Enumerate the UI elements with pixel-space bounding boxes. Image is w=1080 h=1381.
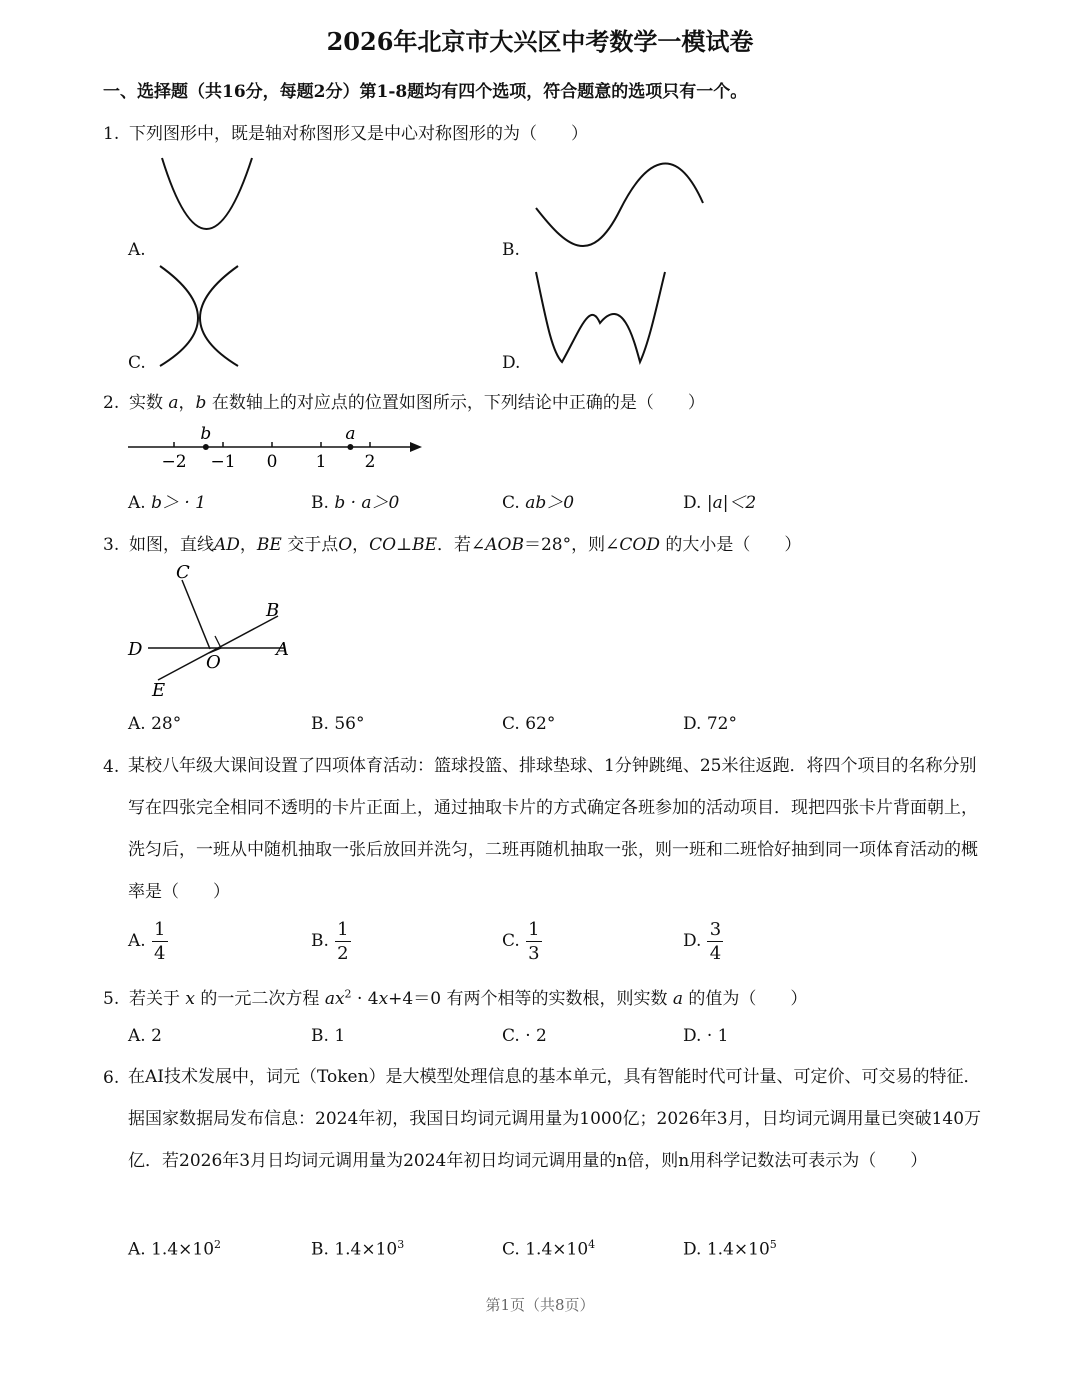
option-exponent: 4 (588, 1238, 596, 1251)
option-exponent: 3 (397, 1238, 405, 1251)
fraction (707, 920, 723, 963)
page-footer: 第1页（共8页） (485, 1296, 595, 1314)
denominator: 3 (528, 943, 540, 964)
q2-option-d[interactable] (683, 488, 756, 513)
option-letter: B. (311, 714, 329, 734)
var-a: a (168, 393, 179, 413)
option-letter: C. (502, 1026, 520, 1046)
section-heading: 一、选择题（共16分，每题2分）第1-8题均有四个选项，符合题意的选项只有一个。 (103, 82, 748, 102)
var-b: b (195, 393, 207, 413)
question-3-stem (103, 530, 801, 555)
right-angle-mark (209, 636, 221, 653)
option-exponent: 2 (214, 1238, 222, 1251)
q5-option-d[interactable] (683, 1026, 728, 1046)
q3-option-c[interactable] (502, 714, 555, 734)
question-number: 1. (103, 124, 120, 144)
axis-tick-label: 2 (364, 452, 376, 472)
denominator: 2 (337, 943, 349, 964)
stem-part: 的大小是（ ） (665, 535, 802, 555)
q2-option-a[interactable] (128, 488, 206, 513)
q4-option-d[interactable] (683, 920, 723, 963)
option-text: |a|＜2 (706, 493, 757, 513)
eq-term: x (378, 989, 389, 1009)
q4-option-a[interactable] (128, 920, 168, 963)
option-letter: C. (502, 931, 520, 951)
q3-option-d[interactable] (683, 714, 737, 734)
q1-figure-c-right-branch (200, 266, 238, 366)
option-letter: C. (502, 714, 520, 734)
option-text: 62° (525, 714, 556, 734)
option-letter: A. (128, 1239, 146, 1260)
numerator: 1 (337, 919, 349, 940)
q3-option-a[interactable] (128, 714, 181, 734)
stem-part: 的值为（ ） (688, 989, 808, 1009)
option-text: · 2 (525, 1026, 547, 1046)
var-a: a (672, 989, 684, 1009)
stem-part: 在数轴上的对应点的位置如图所示，下列结论中正确的是（ ） (211, 393, 705, 413)
q6-option-d[interactable] (683, 1238, 777, 1260)
option-base: 1.4×10 (151, 1239, 215, 1260)
stem-part: ， (178, 393, 196, 413)
stem-part: ， (239, 535, 257, 555)
option-letter: B. (311, 1026, 329, 1046)
question-number: 5. (103, 989, 120, 1009)
question-6-text: 在AI技术发展中，词元（Token）是大模型处理信息的基本单元，具有智能时代可计量、可定价、可交易的特征．据国家数据局发布信息：2024年初，我国日均词元调用量为1000亿；2026年3月，日均词元调用量已突破140万亿．若2026年3月日均词元调用量为2024年初日均词元调用量的n倍，则n用科学记数法可表示为（ ） (128, 1067, 982, 1171)
q5-option-a[interactable] (128, 1026, 162, 1046)
option-text: 1 (334, 1026, 346, 1046)
stem-part: 交于点 (287, 535, 339, 555)
angle-aob: AOB (485, 535, 524, 555)
axis-tick-label: −1 (210, 452, 236, 472)
option-letter: D. (683, 493, 702, 513)
axis-tick-label: −2 (161, 452, 187, 472)
option-text: b＞ · 1 (151, 493, 207, 513)
label-o: O (206, 652, 221, 673)
option-letter: D. (683, 1239, 702, 1260)
option-text: 56° (334, 714, 365, 734)
option-text: 28° (151, 714, 182, 734)
numerator: 1 (153, 919, 166, 940)
label-e: E (152, 680, 166, 701)
question-number: 3. (103, 535, 120, 555)
option-text: · 1 (706, 1026, 729, 1046)
q5-option-b[interactable] (311, 1026, 345, 1046)
option-letter: C. (502, 493, 520, 513)
stem-part: 有两个相等的实数根，则实数 (446, 989, 668, 1009)
exponent: 2 (344, 987, 352, 1001)
question-number: 6. (103, 1068, 120, 1088)
option-base: 1.4×10 (525, 1239, 589, 1260)
option-letter: A. (128, 493, 146, 513)
var-x: x (185, 989, 195, 1009)
q1-option-b[interactable]: B. (502, 240, 520, 260)
q1-option-d[interactable]: D. (502, 353, 521, 373)
fraction (526, 920, 542, 963)
option-text: 72° (706, 714, 737, 734)
label-a: A (276, 639, 289, 660)
point-a (347, 444, 353, 450)
line-be: BE (256, 535, 282, 555)
q6-option-a[interactable] (128, 1238, 221, 1260)
question-text: 下列图形中，既是轴对称图形又是中心对称图形的为（ ） (129, 124, 588, 144)
numerator: 1 (528, 919, 540, 940)
stem-part: 实数 (129, 393, 163, 413)
q4-option-c[interactable] (502, 920, 542, 963)
q1-option-c[interactable]: C. (128, 353, 146, 373)
question-5-stem (103, 984, 807, 1009)
eq-term: +4＝0 (388, 989, 442, 1009)
option-letter: D. (683, 931, 702, 951)
page-title: 2026年北京市大兴区中考数学一模试卷 (326, 27, 754, 56)
stem-part: 的一元二次方程 (200, 989, 320, 1009)
question-2-stem (103, 388, 705, 413)
point-b (203, 444, 209, 450)
option-text: b · a＞0 (334, 493, 400, 513)
label-b: B (266, 600, 280, 621)
option-base: 1.4×10 (334, 1239, 398, 1260)
axis-tick-label: 0 (266, 452, 278, 472)
q4-option-b[interactable] (311, 920, 351, 963)
numerator: 3 (709, 919, 722, 940)
option-text: ab＞0 (525, 493, 575, 513)
ray-oc (182, 580, 210, 649)
denominator: 4 (153, 943, 166, 964)
arrow-head (410, 442, 422, 452)
question-4-text: 某校八年级大课间设置了四项体育活动：篮球投篮、排球垫球、1分钟跳绳、25米往返跑．将四个项目的名称分别写在四张完全相同不透明的卡片正面上，通过抽取卡片的方式确定各班参加的活动项目．现把四张卡片背面朝上，洗匀后，一班从中随机抽取一张后放回并洗匀，二班再随机抽取一张，则一班和二班恰好抽到同一项体育活动的概率是（ ） (128, 756, 978, 902)
line-ad: AD (214, 535, 240, 555)
stem-part: 若关于 (129, 989, 180, 1009)
q2-option-b[interactable] (311, 488, 399, 513)
option-letter: A. (128, 1026, 146, 1046)
point-o: O (338, 535, 353, 555)
q3-option-b[interactable] (311, 714, 364, 734)
number-line (0, 420, 460, 480)
q1-figure-d-w-curve (536, 272, 665, 362)
stem-part: ．若∠ (437, 535, 486, 555)
option-base: 1.4×10 (706, 1239, 770, 1260)
question-number: 4. (103, 757, 120, 777)
q2-option-c[interactable] (502, 488, 574, 513)
q5-option-c[interactable] (502, 1026, 547, 1046)
eq-term: ax (324, 989, 345, 1009)
fraction (152, 920, 168, 963)
q1-figure-a-parabola (162, 158, 252, 229)
eq-term: · 4 (351, 989, 379, 1009)
perp-statement: CO⊥BE (369, 535, 438, 555)
stem-part: 如图，直线 (129, 535, 214, 555)
option-letter: A. (128, 714, 146, 734)
q6-option-c[interactable] (502, 1238, 595, 1260)
point-label-a: a (345, 424, 356, 444)
q6-option-b[interactable] (311, 1238, 404, 1260)
option-exponent: 5 (769, 1238, 777, 1251)
q3-figure (120, 558, 310, 706)
point-label-b: b (200, 424, 212, 444)
fraction (335, 920, 351, 963)
option-letter: B. (311, 1239, 329, 1260)
q1-option-a[interactable]: A. (128, 240, 146, 260)
question-number: 2. (103, 393, 120, 413)
stem-part: ＝28°，则∠ (523, 535, 620, 555)
option-letter: D. (683, 1026, 702, 1046)
option-letter: C. (502, 1239, 520, 1260)
option-text: 2 (151, 1026, 162, 1046)
option-letter: B. (311, 493, 329, 513)
label-c: C (176, 562, 190, 583)
option-letter: A. (128, 931, 146, 951)
axis-tick-label: 1 (315, 452, 327, 472)
stem-part: ， (352, 535, 370, 555)
option-letter: B. (311, 931, 329, 951)
q1-figure-b-sine-curve (536, 164, 703, 247)
option-letter: D. (683, 714, 702, 734)
label-d: D (128, 639, 143, 660)
angle-cod: COD (619, 535, 660, 555)
denominator: 4 (709, 943, 722, 964)
q1-figures (0, 0, 1080, 380)
q1-figure-c-left-branch (160, 266, 198, 366)
